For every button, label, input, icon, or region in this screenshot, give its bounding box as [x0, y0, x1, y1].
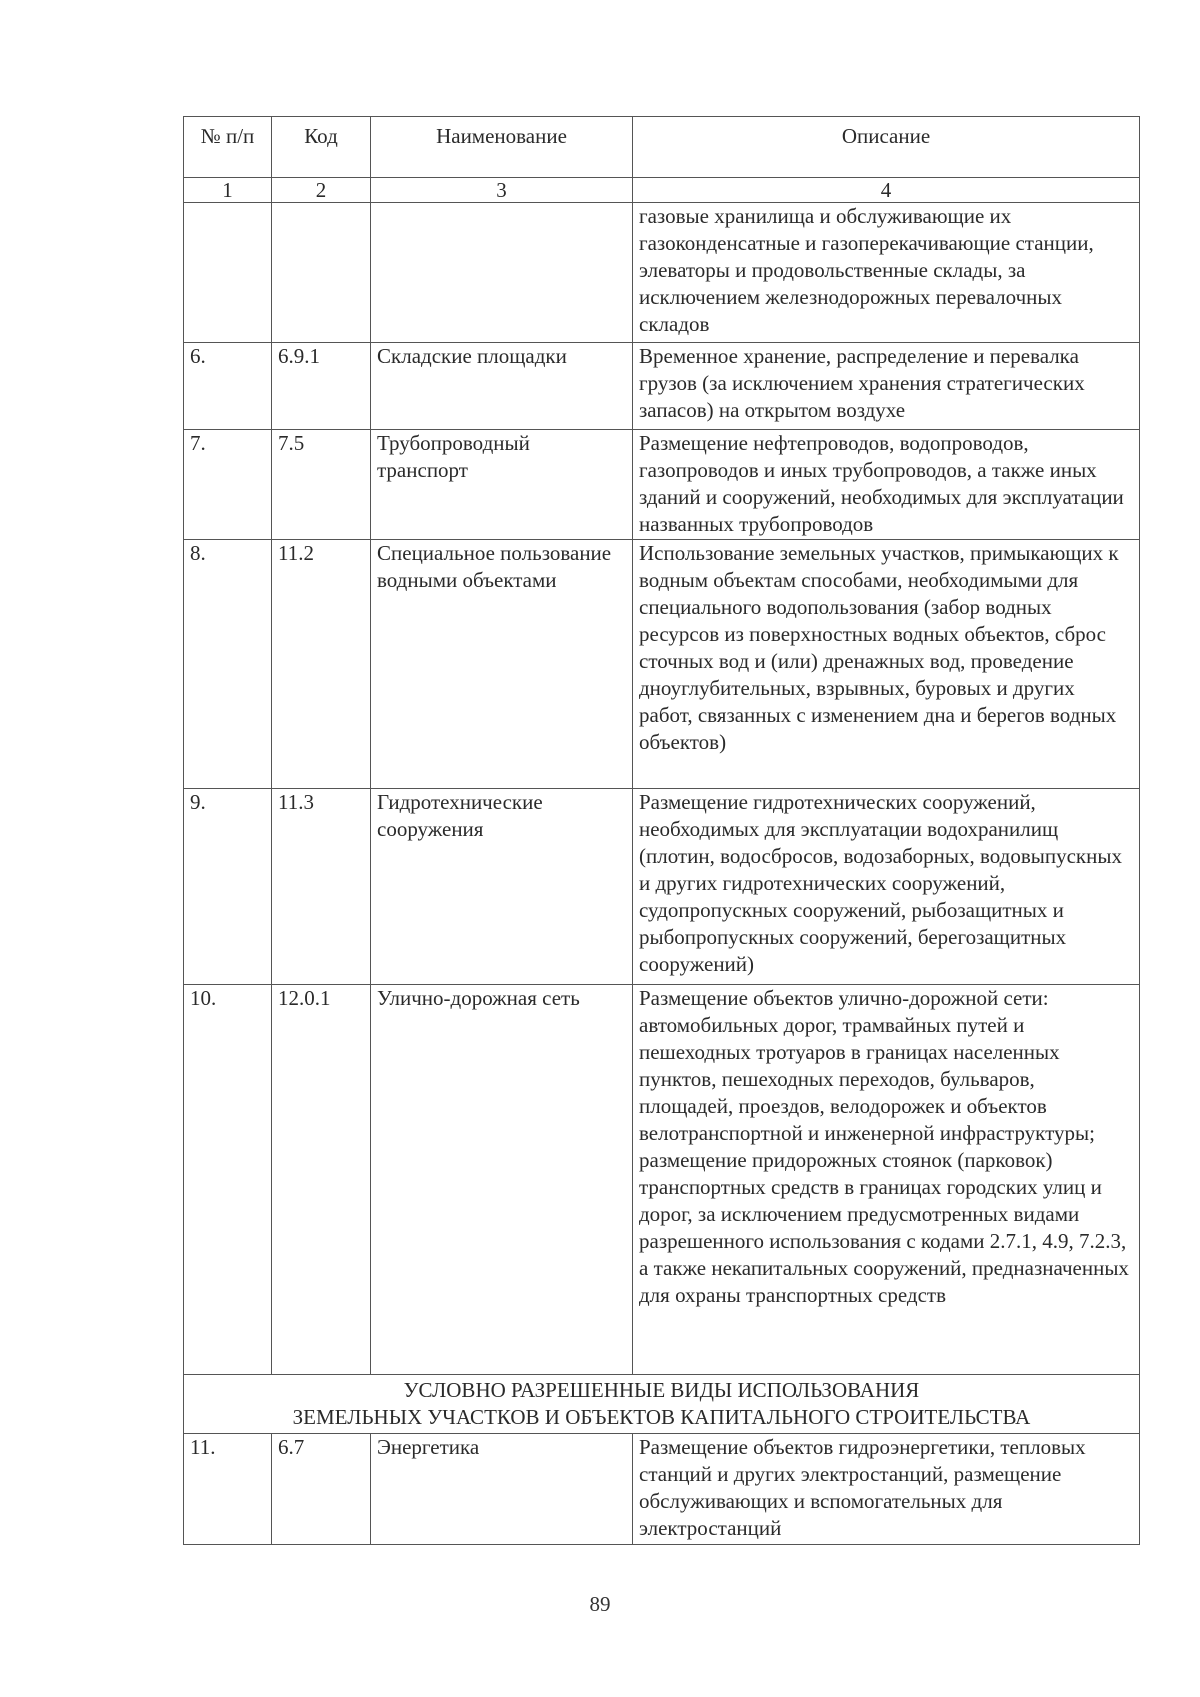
header-code: Код — [272, 117, 371, 178]
section-title-line: ЗЕМЕЛЬНЫХ УЧАСТКОВ И ОБЪЕКТОВ КАПИТАЛЬНОГО СТРОИТЕЛЬСТВА — [292, 1405, 1031, 1429]
table-row — [184, 985, 1140, 1375]
column-number: 2 — [272, 178, 371, 203]
row-num: 8. — [184, 540, 272, 789]
table-row — [184, 1434, 1140, 1545]
row-description: Размещение объектов улично-дорожной сети: автомобильных дорог, трамвайных путей и пешеходных тротуаров в границах населенных пунктов, пешеходных переходов, бульваров, площадей, проездов, велодорожек и объектов велотранспортной и инженерной инфраструктуры; размещение придорожных стоянок (парковок) транспортных средств в границах городских улиц и дорог, за исключением предусмотренных видами разрешенного использования с кодами 2.7.1, 4.9, 7.2.3, а также некапитальных сооружений, предназначенных для охраны транспортных средств — [633, 985, 1140, 1375]
header-row — [184, 117, 1140, 178]
row-name: Специальное пользование водными объектами — [371, 540, 633, 789]
row-code — [272, 203, 371, 343]
row-num: 6. — [184, 343, 272, 430]
table-row — [184, 540, 1140, 789]
table-row — [184, 789, 1140, 985]
header-name: Наименование — [371, 117, 633, 178]
land-use-table — [183, 116, 1140, 1545]
column-number: 3 — [371, 178, 633, 203]
table-row — [184, 430, 1140, 540]
row-description: Размещение нефтепроводов, водопроводов, газопроводов и иных трубопроводов, а также иных зданий и сооружений, необходимых для эксплуатации названных трубопроводов — [633, 430, 1140, 540]
row-description: газовые хранилища и обслуживающие их газоконденсатные и газоперекачивающие станции, элеваторы и продовольственные склады, за исключением железнодорожных перевалочных складов — [633, 203, 1140, 343]
row-code: 12.0.1 — [272, 985, 371, 1375]
row-num: 10. — [184, 985, 272, 1375]
row-code: 6.9.1 — [272, 343, 371, 430]
row-description: Размещение объектов гидроэнергетики, тепловых станций и других электростанций, размещение обслуживающих и вспомогательных для электростанций — [633, 1434, 1140, 1545]
row-description: Временное хранение, распределение и перевалка грузов (за исключением хранения стратегических запасов) на открытом воздухе — [633, 343, 1140, 430]
row-name: Энергетика — [371, 1434, 633, 1545]
row-num: 7. — [184, 430, 272, 540]
row-code: 7.5 — [272, 430, 371, 540]
row-description: Использование земельных участков, примыкающих к водным объектам способами, необходимыми для специального водопользования (забор водных ресурсов из поверхностных водных объектов, сброс сточных вод и (или) дренажных вод, проведение дноуглубительных, взрывных, буровых и других работ, связанных с изменением дна и берегов водных объектов) — [633, 540, 1140, 789]
table-row — [184, 343, 1140, 430]
row-name: Гидротехнические сооружения — [371, 789, 633, 985]
header-num: № п/п — [184, 117, 272, 178]
row-num: 9. — [184, 789, 272, 985]
row-name: Складские площадки — [371, 343, 633, 430]
column-number-row — [184, 178, 1140, 203]
row-description: Размещение гидротехнических сооружений, необходимых для эксплуатации водохранилищ (плотин, водосбросов, водозаборных, водовыпускных и других гидротехнических сооружений, судопропускных сооружений, рыбозащитных и рыбопропускных сооружений, берегозащитных сооружений) — [633, 789, 1140, 985]
column-number: 1 — [184, 178, 272, 203]
section-heading — [184, 1375, 1140, 1434]
row-name — [371, 203, 633, 343]
row-num: 11. — [184, 1434, 272, 1545]
section-title-line: УСЛОВНО РАЗРЕШЕННЫЕ ВИДЫ ИСПОЛЬЗОВАНИЯ — [403, 1378, 920, 1402]
header-description: Описание — [633, 117, 1140, 178]
row-num — [184, 203, 272, 343]
table-row — [184, 203, 1140, 343]
section-heading-row — [184, 1375, 1140, 1434]
column-number: 4 — [633, 178, 1140, 203]
row-code: 11.2 — [272, 540, 371, 789]
row-code: 6.7 — [272, 1434, 371, 1545]
row-name: Трубопроводный транспорт — [371, 430, 633, 540]
row-name: Улично-дорожная сеть — [371, 985, 633, 1375]
row-code: 11.3 — [272, 789, 371, 985]
page-number: 89 — [589, 1592, 611, 1616]
